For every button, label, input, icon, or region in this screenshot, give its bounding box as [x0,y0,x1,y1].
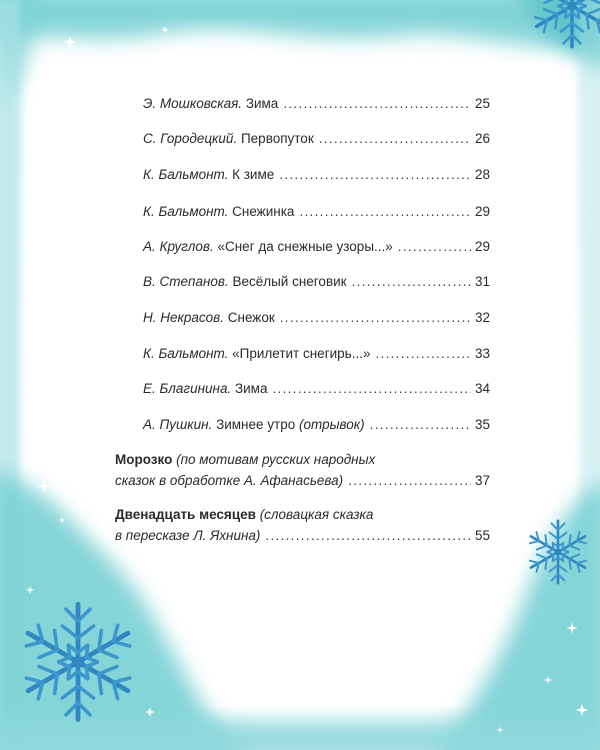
toc-title: Зима [234,381,268,396]
toc-leader [398,238,471,255]
toc-page-number: 26 [474,131,490,146]
toc-title: Зимнее утро [216,417,296,432]
toc-entry[interactable] [143,130,490,147]
toc-leader [375,345,471,362]
toc-leader [319,130,471,147]
toc-title: К зиме [232,167,275,182]
toc-page-number: 34 [474,381,490,396]
toc-page-number: 29 [474,204,490,219]
toc-tale-subtitle: (словацкая сказка [259,507,374,522]
toc-tale-title: Морозко [115,452,173,467]
toc-entry[interactable] [143,309,490,326]
toc-author: С. Городецкий. [143,131,238,146]
toc-leader [279,166,471,183]
toc-title: Весёлый снеговик [232,274,347,289]
toc-page-number: 37 [474,473,490,488]
toc-tale-subtitle: в пересказе Л. Яхнина) [115,528,261,543]
toc-entry[interactable] [143,273,490,290]
toc-entry[interactable] [143,166,490,183]
toc-author: Н. Некрасов. [143,310,224,325]
toc-leader [272,380,471,397]
toc-title: Зима [245,96,279,111]
toc-title: Первопуток [240,131,314,146]
toc-note: (отрывок) [299,417,365,432]
toc-tale-subtitle: (по мотивам русских народных [176,452,376,467]
toc-page-number: 35 [474,417,490,432]
toc-entry[interactable] [143,238,490,255]
toc-author: К. Бальмонт. [143,167,229,182]
toc-tale-entry[interactable] [115,449,490,491]
toc-entry[interactable] [143,416,490,433]
toc-page-number: 33 [474,346,490,361]
toc-leader [265,525,471,546]
toc-leader [299,203,471,220]
toc-tale-title: Двенадцать месяцев [115,507,256,522]
toc-title: «Снег да снежные узоры...» [217,239,393,254]
toc-page-number: 55 [474,528,490,543]
toc-page-number: 32 [474,310,490,325]
toc-title: «Прилетит снегирь...» [232,346,371,361]
toc-leader [283,95,471,112]
toc-author: Э. Мошковская. [143,96,243,111]
toc-page-number: 28 [474,167,490,182]
toc-page-number: 31 [474,274,490,289]
toc-author: К. Бальмонт. [143,204,229,219]
toc-title: Снежинка [232,204,295,219]
toc-tale-entry[interactable] [115,504,490,546]
toc-entry[interactable] [143,203,490,220]
toc-entry[interactable] [143,380,490,397]
toc-author: А. Пушкин. [143,417,213,432]
toc-leader [348,470,471,491]
toc-leader [370,416,471,433]
toc-tale-subtitle: сказок в обработке А. Афанасьева) [115,473,344,488]
toc-page-number: 25 [474,96,490,111]
toc-leader [352,273,471,290]
toc-entry[interactable] [143,345,490,362]
toc-author: А. Круглов. [143,239,214,254]
toc-entry[interactable] [143,95,490,112]
toc-page-number: 29 [474,239,490,254]
toc-title: Снежок [227,310,275,325]
toc-author: В. Степанов. [143,274,229,289]
toc-author: Е. Благинина. [143,381,232,396]
toc-author: К. Бальмонт. [143,346,229,361]
toc-leader [280,309,471,326]
